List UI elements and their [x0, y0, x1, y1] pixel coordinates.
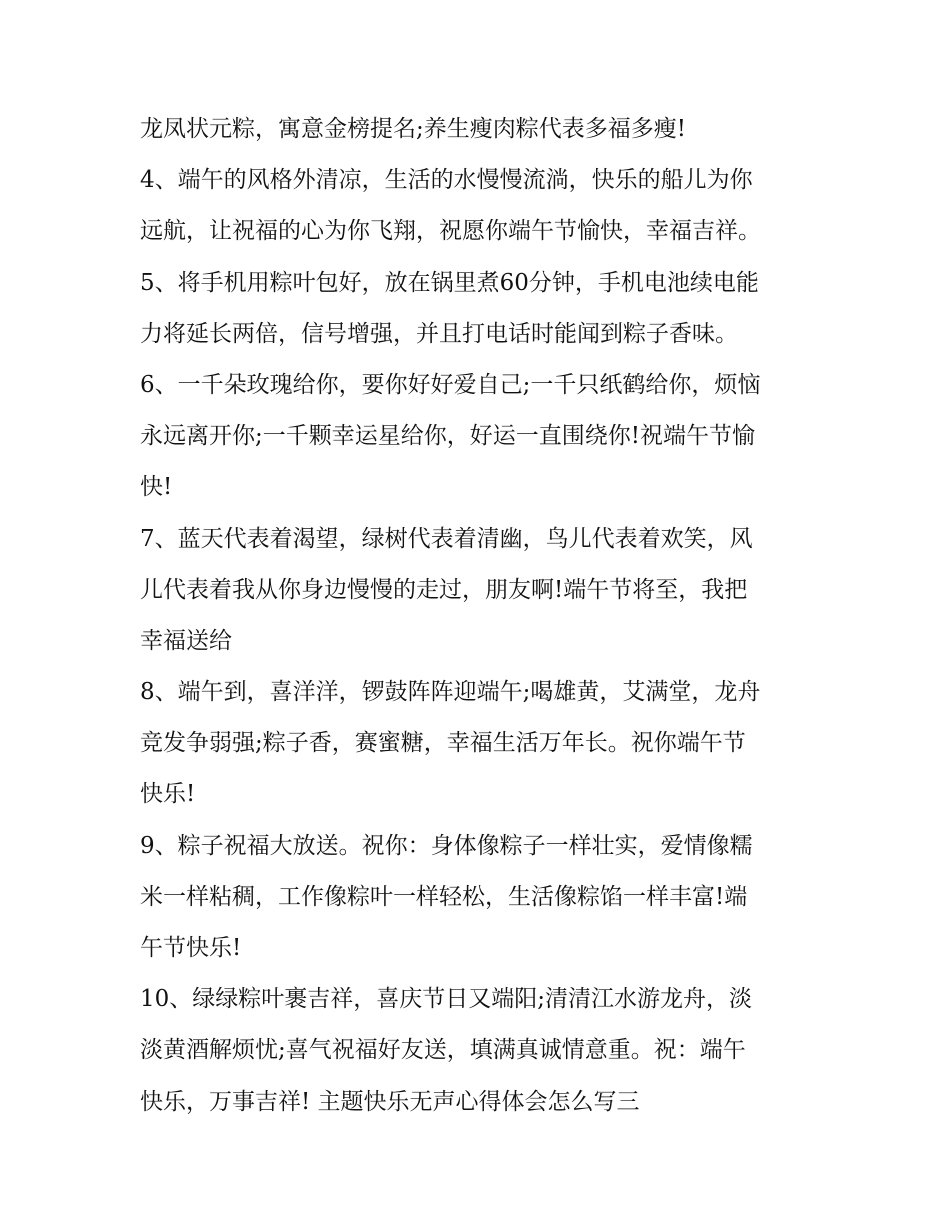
- paragraph-item-4: [140, 155, 815, 257]
- paragraph-intro: [140, 104, 815, 155]
- text-line: 快乐!: [140, 781, 196, 808]
- text-line: 7、蓝天代表着渴望，绿树代表着清幽，鸟儿代表着欢笑，风: [140, 525, 753, 552]
- text-line: 5、将手机用粽叶包好，放在锅里煮60分钟，手机电池续电能: [140, 269, 759, 296]
- text-line: 快!: [140, 474, 173, 501]
- text-line: 4、端午的风格外清凉，生活的水慢慢流淌，快乐的船儿为你: [140, 167, 753, 194]
- text-line: 幸福送给: [140, 627, 232, 654]
- text-line: 6、一千朵玫瑰给你，要你好好爱自己;一千只纸鹤给你，烦恼: [140, 371, 761, 398]
- paragraph-item-5: [140, 258, 815, 360]
- text-line: 9、粽子祝福大放送。祝你：身体像粽子一样壮实，爱情像糯: [140, 832, 753, 859]
- text-line: 儿代表着我从你身边慢慢的走过，朋友啊!端午节将至，我把: [140, 576, 748, 603]
- paragraph-item-6: [140, 360, 815, 514]
- text-line: 竞发争弱强;粽子香，赛蜜糖，幸福生活万年长。祝你端午节: [140, 730, 746, 757]
- text-line: 淡黄酒解烦忧;喜气祝福好友送，填满真诚情意重。祝：端午: [140, 1037, 746, 1064]
- text-line: 永远离开你;一千颗幸运星给你，好运一直围绕你!祝端午节愉: [140, 423, 755, 450]
- text-line: 快乐，万事吉祥! 主题快乐无声心得体会怎么写三: [140, 1088, 640, 1115]
- text-line: 远航，让祝福的心为你飞翔，祝愿你端午节愉快，幸福吉祥。: [140, 218, 761, 245]
- text-line: 8、端午到，喜洋洋，锣鼓阵阵迎端午;喝雄黄，艾满堂，龙舟: [140, 679, 761, 706]
- paragraph-item-10: [140, 974, 815, 1128]
- text-line: 10、绿绿粽叶裹吉祥，喜庆节日又端阳;清清江水游龙舟，淡: [140, 986, 753, 1013]
- document-body: [140, 104, 815, 1128]
- text-line: 龙凤状元粽，寓意金榜提名;养生瘦肉粽代表多福多瘦!: [140, 116, 686, 142]
- paragraph-item-8: [140, 667, 815, 821]
- text-line: 力将延长两倍，信号增强，并且打电话时能闻到粽子香味。: [140, 320, 738, 347]
- paragraph-item-9: [140, 821, 815, 975]
- text-line: 米一样粘稠，工作像粽叶一样轻松，生活像粽馅一样丰富!端: [140, 883, 748, 910]
- paragraph-item-7: [140, 514, 815, 668]
- text-line: 午节快乐!: [140, 935, 242, 961]
